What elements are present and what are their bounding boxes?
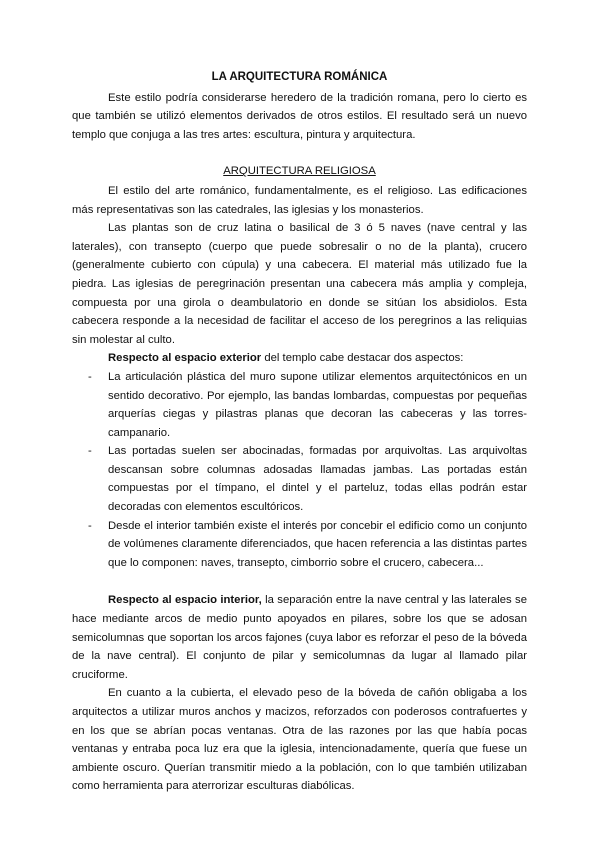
list-item: - La articulación plástica del muro supone utilizar elementos arquitectónicos en un sentido decorativo. Por ejemplo, las bandas lombardas, compuestas por pequeñas arquerías ciegas y pilastras planas que decoran las cabeceras y las torres-campanario.: [108, 368, 527, 442]
last-paragraph: En cuanto a la cubierta, el elevado peso de la bóveda de cañón obligaba a los arquitectos a utilizar muros anchos y macizos, reforzados con poderosos contrafuertes y en los que se abrían pocas ventanas. Otra de las razones por las que había pocas ventanas y entraba poca luz era que la iglesia, intencionadamente, quería que fuese un ambiente oscuro. Querían transmitir miedo a la población, con lo que también utilizaban como herramienta para aterrorizar esculturas diabólicas.: [72, 687, 527, 793]
list-item: - Desde el interior también existe el interés por concebir el edificio como un conjunto de volúmenes claramente diferenciados, que hacen referencia a las distintas partes que lo componen: naves, transepto, cimborrio sobre el crucero, cabecera...: [108, 517, 527, 573]
paragraph-1: El estilo del arte románico, fundamentalmente, es el religioso. Las edificaciones más representativas son las catedrales, las iglesias y los monasterios.: [72, 184, 527, 216]
interior-paragraph: [72, 591, 527, 684]
exterior-bold: Respecto al espacio exterior: [108, 352, 262, 365]
interior-rest: la separación entre la nave central y las laterales se hace mediante arcos de medio punto apoyados en pilares, sobre los que se adosan semicolumnas que soportan los arcos fajones (cuya labor es reforzar el peso de la bóveda de la nave central). El conjunto de pilar y semicolumnas da lugar al llamado pilar cruciforme.: [72, 594, 527, 681]
exterior-intro: [72, 349, 527, 368]
intro-paragraph: Este estilo podría considerarse heredero de la tradición romana, pero lo cierto es que también se utilizó elementos derivados de otros estilos. El resultado será un nuevo templo que conjuga a las tres artes: escultura, pintura y arquitectura.: [72, 91, 527, 141]
paragraph-2: Las plantas son de cruz latina o basilical de 3 ó 5 naves (nave central y las laterales), con transepto (cuerpo que puede sobresalir o no de la planta), crucero (generalmente cubierto con cúpula) y una cabecera. El material más utilizado fue la piedra. Las iglesias de peregrinación presentan una cabecera más amplia y compleja, compuesta por una girola o deambulatorio en donde se sitúan los absidiolos. Esta cabecera responde a la necesidad de facilitar el acceso de los peregrinos a las reliquias sin molestar al culto.: [72, 222, 527, 346]
exterior-list: [72, 368, 527, 573]
spacer: [72, 572, 527, 591]
exterior-rest: del templo cabe destacar dos aspectos:: [261, 352, 464, 365]
section-heading: ARQUITECTURA RELIGIOSA: [223, 165, 376, 178]
document-title: LA ARQUITECTURA ROMÁNICA: [211, 71, 388, 83]
list-item: - Las portadas suelen ser abocinadas, formadas por arquivoltas. Las arquivoltas descansan sobre columnas adosadas llamadas jambas. Las portadas están compuestas por el tímpano, el dintel y el parteluz, todas ellas podrán estar decoradas con elementos escultóricos.: [108, 442, 527, 516]
interior-bold: Respecto al espacio interior,: [108, 594, 262, 607]
